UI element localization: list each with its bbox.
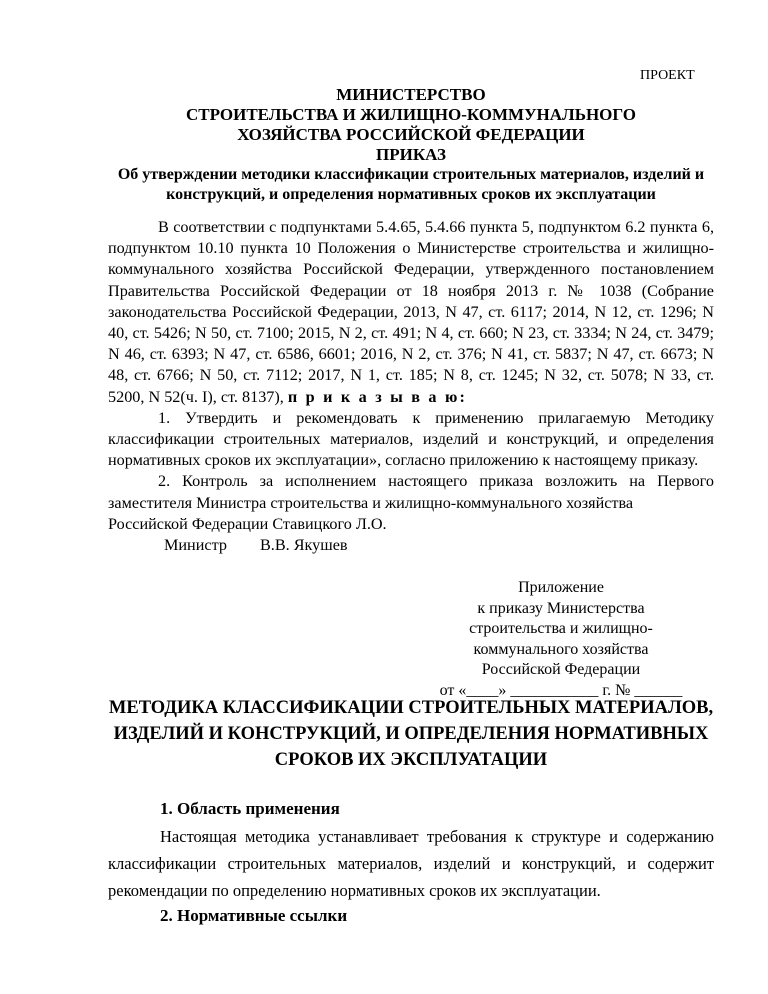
item-2-continuation: Российской Федерации Ставицкого Л.О. (108, 514, 387, 533)
item-1: 1. Утвердить и рекомендовать к применению прилагаемую Методику классификации строительных материалов, изделий и конструкций, и определения нормативных сроков их эксплуатации», согласно приложению к настоящему приказу. (108, 408, 714, 470)
item-2: 2. Контроль за исполнением настоящего приказа возложить на Первого заместителя Министра строительства и жилищно-коммунального хозяйства (108, 472, 714, 512)
signature-row (108, 535, 714, 556)
section-1-title: 1. Область применения (160, 799, 340, 818)
methodology-title: МЕТОДИКА КЛАССИФИКАЦИИ СТРОИТЕЛЬНЫХ МАТЕРИАЛОВ, ИЗДЕЛИЙ И КОНСТРУКЦИЙ, И ОПРЕДЕЛЕНИЯ НОРМАТИВНЫХ СРОКОВ ИХ ЭКСПЛУАТАЦИИ (108, 698, 714, 770)
appendix-line-4: коммунального хозяйства (473, 640, 649, 658)
order-header (108, 85, 714, 205)
signatory-name: В.В. Якушев (260, 536, 348, 555)
signatory-position: Министр (164, 536, 227, 555)
preamble-text: В соответствии с подпунктами 5.4.65, 5.4.66 пункта 5, подпунктом 6.2 пункта 6, подпунктом 10.10 пункта 10 Положения о Министерстве строительства и жилищно-коммунального хозяйства Российской Федерации, утвержденного постановлением Правительства Российской Федерации от 18 ноября 2013 г. № 1038 (Собрание законодательства Российской Федерации, 2013, N 47, ст. 6117; 2014, N 12, ст. 1296; N 40, ст. 5426; N 50, ст. 7100; 2015, N 2, ст. 491; N 4, ст. 660; N 23, ст. 3334; N 24, ст. 3479; N 46, ст. 6393; N 47, ст. 6586, 6601; 2016, N 2, ст. 376; N 41, ст. 5837; N 47, ст. 6673; N 48, ст. 6766; N 50, ст. 7112; 2017, N 1, ст. 185; N 8, ст. 1245; N 32, ст. 5078; N 33, ст. 5200, N 52(ч. I), ст. 8137), (108, 218, 714, 406)
appendix-line-2: к приказу Министерства (477, 599, 645, 617)
doc-type: ПРИКАЗ (376, 145, 446, 164)
section-2-title: 2. Нормативные ссылки (160, 906, 348, 925)
appendix-block (408, 578, 714, 701)
appendix-line-6: от «____» ___________ г. № ______ (439, 681, 683, 699)
order-body (108, 217, 714, 556)
ministry-line-3: ХОЗЯЙСТВА РОССИЙСКОЙ ФЕДЕРАЦИИ (237, 125, 585, 144)
appendix-line-5: Российской Федерации (481, 661, 641, 678)
ministry-line-2: СТРОИТЕЛЬСТВА И ЖИЛИЩНО-КОММУНАЛЬНОГО (185, 105, 637, 124)
ministry-line-1: МИНИСТЕРСТВО (336, 85, 486, 104)
appendix-line-3: строительства и жилищно- (469, 620, 653, 637)
section-1-text: Настоящая методика устанавливает требования к структуре и содержанию классификации строительных материалов, изделий и конструкций, и содержит рекомендации по определению нормативных сроков их эксплуатации. (108, 827, 714, 900)
order-word: п р и к а з ы в а ю: (287, 387, 468, 406)
section-1-body (108, 823, 714, 904)
order-subject: Об утверждении методики классификации строительных материалов, изделий и конструкций, и определения нормативных сроков их эксплуатации (117, 166, 705, 203)
draft-stamp: ПРОЕКТ (640, 68, 695, 83)
appendix-line-1: Приложение (518, 579, 604, 596)
preamble-paragraph (108, 217, 714, 408)
